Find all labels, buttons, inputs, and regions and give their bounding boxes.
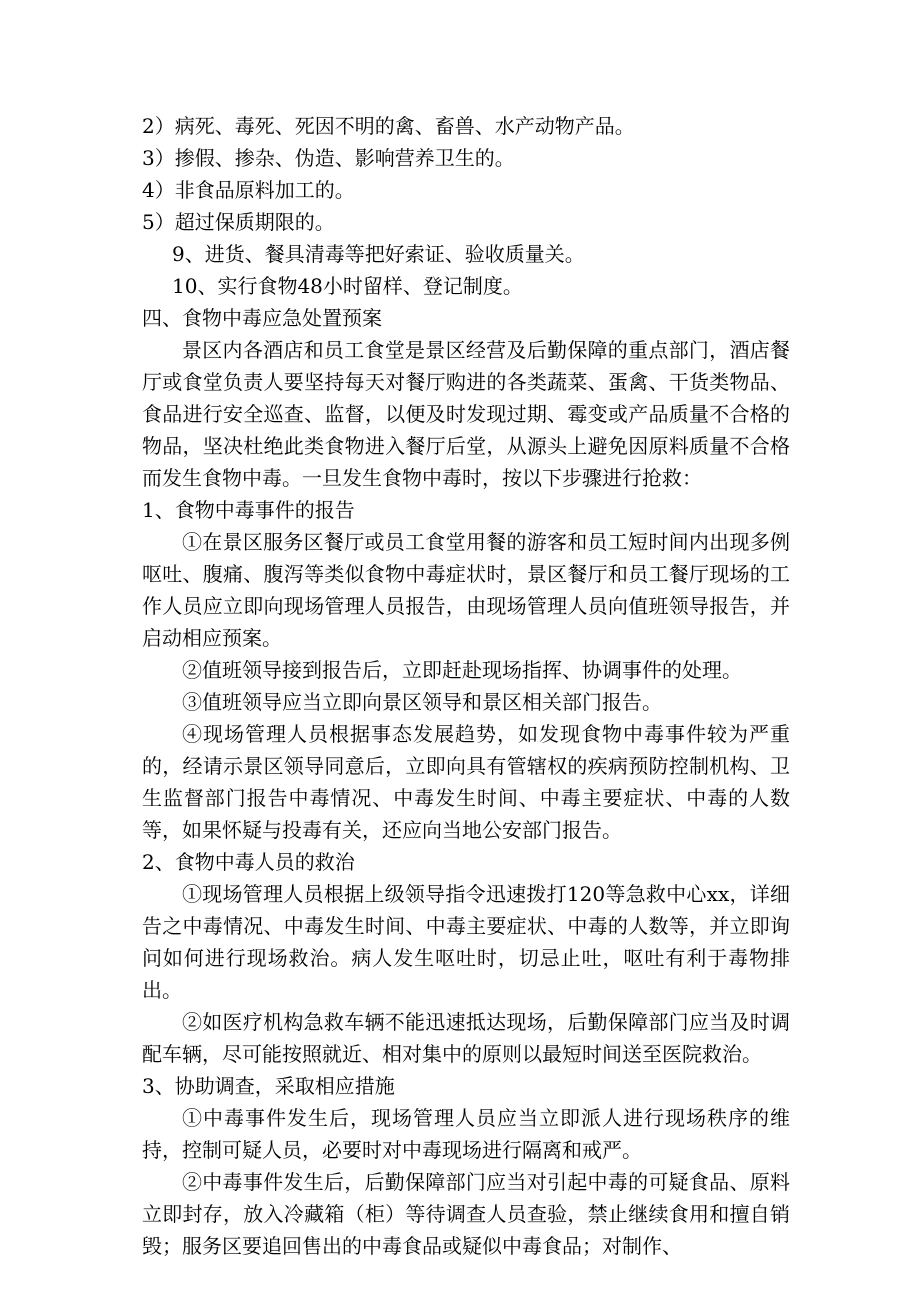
list-item: 4）非食品原料加工的。	[142, 178, 355, 202]
list-item: 3）掺假、掺杂、伪造、影响营养卫生的。	[142, 146, 515, 170]
paragraph: ②中毒事件发生后，后勤保障部门应当对引起中毒的可疑食品、原料立即封存，放入冷藏箱（柜）等待调查人员查验，禁止继续食用和擅自销毁；服务区要追回售出的中毒食品或疑似中毒食品；对制作、	[142, 1170, 790, 1258]
document-body	[142, 110, 790, 1262]
paragraph: ④现场管理人员根据事态发展趋势，如发现食物中毒事件较为严重的，经请示景区领导同意后，立即向具有管辖权的疾病预防控制机构、卫生监督部门报告中毒情况、中毒发生时间、中毒主要症状、中毒的人数等，如果怀疑与投毒有关，还应向当地公安部门报告。	[142, 722, 790, 842]
paragraph: ①中毒事件发生后，现场管理人员应当立即派人进行现场秩序的维持，控制可疑人员，必要时对中毒现场进行隔离和戒严。	[142, 1106, 790, 1162]
list-item: 9、进货、餐具清毒等把好索证、验收质量关。	[172, 242, 585, 266]
list-item: 5）超过保质期限的。	[142, 210, 335, 234]
list-item: 10、实行食物48小时留样、登记制度。	[172, 274, 523, 298]
paragraph: ③值班领导应当立即向景区领导和景区相关部门报告。	[182, 690, 662, 714]
section-heading: 四、食物中毒应急处置预案	[142, 306, 382, 330]
paragraph: 景区内各酒店和员工食堂是景区经营及后勤保障的重点部门，酒店餐厅或食堂负责人要坚持每天对餐厅购进的各类蔬菜、蛋禽、干货类物品、食品进行安全巡查、监督，以便及时发现过期、霉变或产品质量不合格的物品，坚决杜绝此类食物进入餐厅后堂，从源头上避免因原料质量不合格而发生食物中毒。一旦发生食物中毒时，按以下步骤进行抢救：	[142, 338, 790, 490]
paragraph: ②如医疗机构急救车辆不能迅速抵达现场，后勤保障部门应当及时调配车辆，尽可能按照就近、相对集中的原则以最短时间送至医院救治。	[142, 1010, 790, 1066]
list-item: 2）病死、毒死、死因不明的禽、畜兽、水产动物产品。	[142, 114, 635, 138]
paragraph: ①在景区服务区餐厅或员工食堂用餐的游客和员工短时间内出现多例呕吐、腹痛、腹泻等类似食物中毒症状时，景区餐厅和员工餐厅现场的工作人员应立即向现场管理人员报告，由现场管理人员向值班领导报告，并启动相应预案。	[142, 530, 790, 650]
paragraph: ①现场管理人员根据上级领导指令迅速拨打120等急救中心xx，详细告之中毒情况、中毒发生时间、中毒主要症状、中毒的人数等，并立即询问如何进行现场救治。病人发生呕吐时，切忌止吐，呕吐有利于毒物排出。	[142, 882, 790, 1002]
paragraph: ②值班领导接到报告后，立即赶赴现场指挥、协调事件的处理。	[182, 658, 742, 682]
subsection-heading: 3、协助调查，采取相应措施	[142, 1074, 395, 1098]
subsection-heading: 2、食物中毒人员的救治	[142, 850, 355, 874]
subsection-heading: 1、食物中毒事件的报告	[142, 498, 355, 522]
